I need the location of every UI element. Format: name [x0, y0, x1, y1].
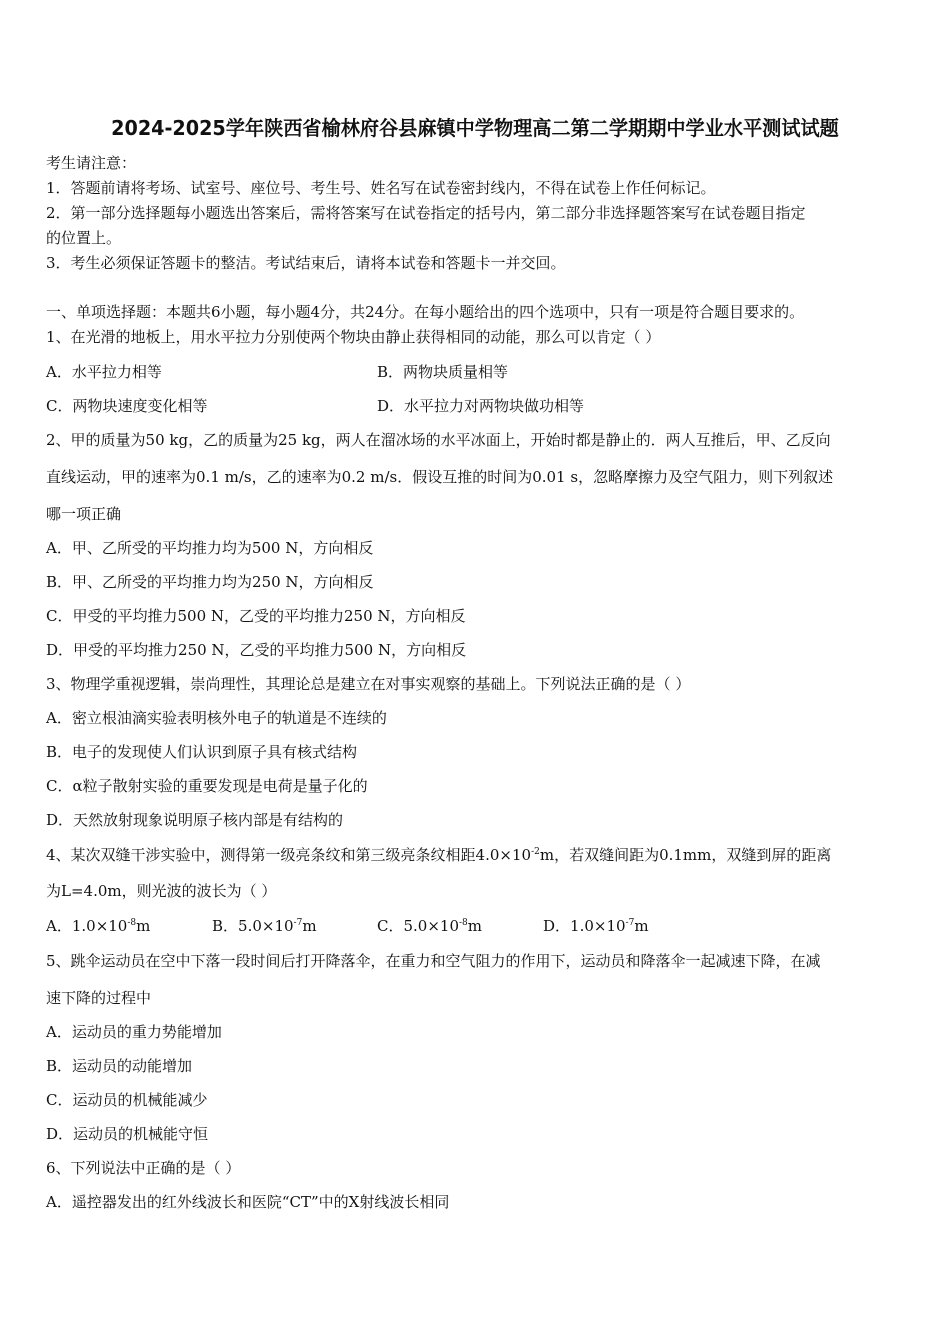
- q4-b-unit: m: [302, 917, 317, 935]
- q4-d-base: D．1.0×10: [543, 917, 626, 935]
- q4-d-unit: m: [634, 917, 649, 935]
- notice-item-2: 2．第一部分选择题每小题选出答案后，需将答案写在试卷指定的括号内，第二部分非选择题答案写在试卷题目指定: [46, 204, 806, 222]
- q5-stem-line2: 速下降的过程中: [46, 989, 152, 1007]
- notice-item-3: 3．考生必须保证答题卡的整洁。考试结束后，请将本试卷和答题卡一并交回。: [46, 254, 566, 272]
- q2-option-d: D．甲受的平均推力250 N，乙受的平均推力500 N，方向相反: [46, 641, 467, 659]
- q4-d-exponent: -7: [625, 918, 635, 928]
- q4-option-c: [377, 915, 482, 936]
- q4-stem-pre: 4、某次双缝干涉实验中，测得第一级亮条纹和第三级亮条纹相距4.0×10: [46, 846, 532, 864]
- q1-option-a: A．水平拉力相等: [46, 363, 162, 381]
- q5-option-d: D．运动员的机械能守恒: [46, 1125, 209, 1143]
- q4-a-exponent: -8: [127, 918, 137, 928]
- q3-option-c: C．α粒子散射实验的重要发现是电荷是量子化的: [46, 777, 368, 795]
- q6-stem: 6、下列说法中正确的是（ ）: [46, 1159, 241, 1177]
- q3-option-b: B．电子的发现使人们认识到原子具有核式结构: [46, 743, 358, 761]
- q4-option-d: [543, 915, 649, 936]
- notice-item-2-cont: 的位置上。: [46, 229, 122, 247]
- q4-stem-post: m，若双缝间距为0.1mm，双缝到屏的距离: [539, 846, 832, 864]
- q5-option-b: B．运动员的动能增加: [46, 1057, 193, 1075]
- q2-option-b: B．甲、乙所受的平均推力均为250 N，方向相反: [46, 573, 374, 591]
- q2-stem-line1: 2、甲的质量为50 kg，乙的质量为25 kg，两人在溜冰场的水平冰面上，开始时都是静止的．两人互推后，甲、乙反向: [46, 431, 831, 449]
- q2-stem-line2: 直线运动，甲的速率为0.1 m/s，乙的速率为0.2 m/s．假设互推的时间为0.01 s，忽略摩擦力及空气阻力，则下列叙述: [46, 468, 834, 486]
- notice-heading: 考生请注意：: [46, 154, 137, 172]
- q4-a-unit: m: [136, 917, 151, 935]
- q4-option-b: [212, 915, 317, 936]
- q5-option-c: C．运动员的机械能减少: [46, 1091, 208, 1109]
- q5-stem-line1: 5、跳伞运动员在空中下落一段时间后打开降落伞，在重力和空气阻力的作用下，运动员和降落伞一起减速下降，在减: [46, 952, 821, 970]
- q6-option-a: A．遥控器发出的红外线波长和医院“CT”中的X射线波长相同: [46, 1193, 450, 1211]
- q5-option-a: A．运动员的重力势能增加: [46, 1023, 222, 1041]
- q4-b-exponent: -7: [293, 918, 303, 928]
- q2-stem-line3: 哪一项正确: [46, 505, 122, 523]
- q1-option-d: D．水平拉力对两物块做功相等: [377, 397, 585, 415]
- q2-option-c: C．甲受的平均推力500 N，乙受的平均推力250 N，方向相反: [46, 607, 466, 625]
- q4-stem-exponent: -2: [531, 847, 540, 857]
- q4-stem-line1: [46, 844, 831, 865]
- q4-b-base: B．5.0×10: [212, 917, 294, 935]
- notice-item-1: 1．答题前请将考场、试室号、座位号、考生号、姓名写在试卷密封线内，不得在试卷上作任何标记。: [46, 179, 716, 197]
- q4-c-unit: m: [467, 917, 483, 935]
- section-heading: 一、单项选择题：本题共6小题，每小题4分，共24分。在每小题给出的四个选项中，只有一项是符合题目要求的。: [46, 303, 805, 321]
- q2-option-a: A．甲、乙所受的平均推力均为500 N，方向相反: [46, 539, 374, 557]
- q3-stem: 3、物理学重视逻辑，崇尚理性，其理论总是建立在对事实观察的基础上。下列说法正确的是（ ）: [46, 675, 691, 693]
- q1-stem: 1、在光滑的地板上，用水平拉力分别使两个物块由静止获得相同的动能，那么可以肯定（ ）: [46, 328, 661, 346]
- q4-a-base: A．1.0×10: [46, 917, 128, 935]
- q4-c-exponent: -8: [459, 918, 468, 928]
- q1-option-c: C．两物块速度变化相等: [46, 397, 208, 415]
- q4-stem-line2: 为L=4.0m，则光波的波长为（ ）: [46, 882, 277, 900]
- q4-option-a: [46, 915, 150, 936]
- q3-option-a: A．密立根油滴实验表明核外电子的轨道是不连续的: [46, 709, 387, 727]
- q4-c-base: C．5.0×10: [377, 917, 459, 935]
- q1-option-b: B．两物块质量相等: [377, 363, 509, 381]
- q3-option-d: D．天然放射现象说明原子核内部是有结构的: [46, 811, 344, 829]
- page-title: 2024-2025学年陕西省榆林府谷县麻镇中学物理高二第二学期期中学业水平测试试题: [111, 116, 839, 140]
